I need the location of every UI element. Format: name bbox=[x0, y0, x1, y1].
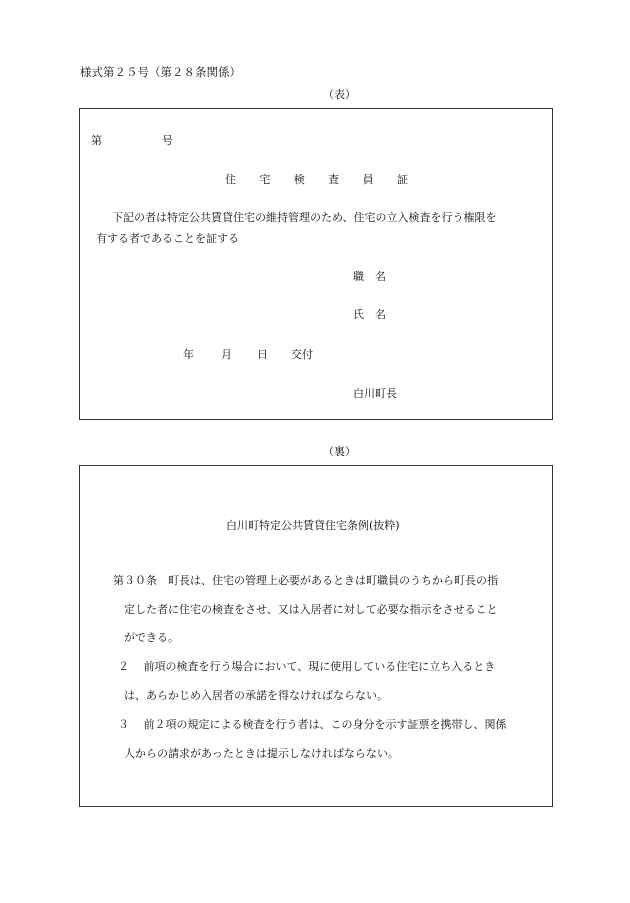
title-char: 宅 bbox=[259, 173, 271, 186]
issue-date-day: 日 bbox=[257, 348, 268, 361]
article-30-line-1: 第３０条 町長は、住宅の管理上必要があるときは町職員のうちから町長の指 bbox=[113, 574, 498, 587]
ordinance-title: 白川町特定公共賃貸住宅条例(抜粋) bbox=[226, 519, 400, 532]
item-2-line-1: ２ 前項の検査を行う場合において、現に使用している住宅に立ち入るとき bbox=[118, 660, 496, 673]
item-2-line-2: は、あらかじめ入居者の承諾を得なければならない。 bbox=[124, 689, 388, 702]
certificate-number-dai: 第 bbox=[91, 134, 102, 147]
issue-date-month: 月 bbox=[221, 348, 232, 361]
back-side-label: （裏） bbox=[323, 445, 356, 458]
issuer-name: 白川町長 bbox=[353, 387, 397, 400]
statement-line-2: 有する者であることを証する bbox=[96, 232, 239, 245]
certificate-title bbox=[225, 171, 408, 187]
title-char: 査 bbox=[328, 173, 340, 186]
article-30-line-2: 定した者に住宅の検査をさせ、又は入居者に対して必要な指示をさせること bbox=[124, 603, 498, 616]
front-side-label: （表） bbox=[323, 88, 356, 101]
title-char: 証 bbox=[396, 173, 408, 186]
issue-label: 交付 bbox=[291, 348, 313, 361]
name-label: 氏 名 bbox=[353, 308, 386, 321]
item-3-line-1: ３ 前２項の規定による検査を行う者は、この身分を示す証票を携帯し、関係 bbox=[118, 718, 507, 731]
title-char: 住 bbox=[225, 173, 236, 186]
title-char: 検 bbox=[293, 173, 305, 186]
statement-line-1: 下記の者は特定公共賃貸住宅の維持管理のため、住宅の立入検査を行う権限を bbox=[112, 211, 497, 224]
title-char: 員 bbox=[362, 173, 374, 186]
issue-date-year: 年 bbox=[183, 348, 194, 361]
back-card bbox=[79, 465, 553, 807]
form-number-label: 様式第２５号（第２８条関係） bbox=[80, 65, 241, 79]
article-30-line-3: ができる。 bbox=[124, 631, 179, 644]
item-3-line-2: 人からの請求があったときは提示しなければならない。 bbox=[124, 747, 399, 760]
front-card bbox=[79, 108, 553, 420]
position-label: 職 名 bbox=[353, 270, 386, 283]
certificate-number-go: 号 bbox=[162, 134, 173, 147]
